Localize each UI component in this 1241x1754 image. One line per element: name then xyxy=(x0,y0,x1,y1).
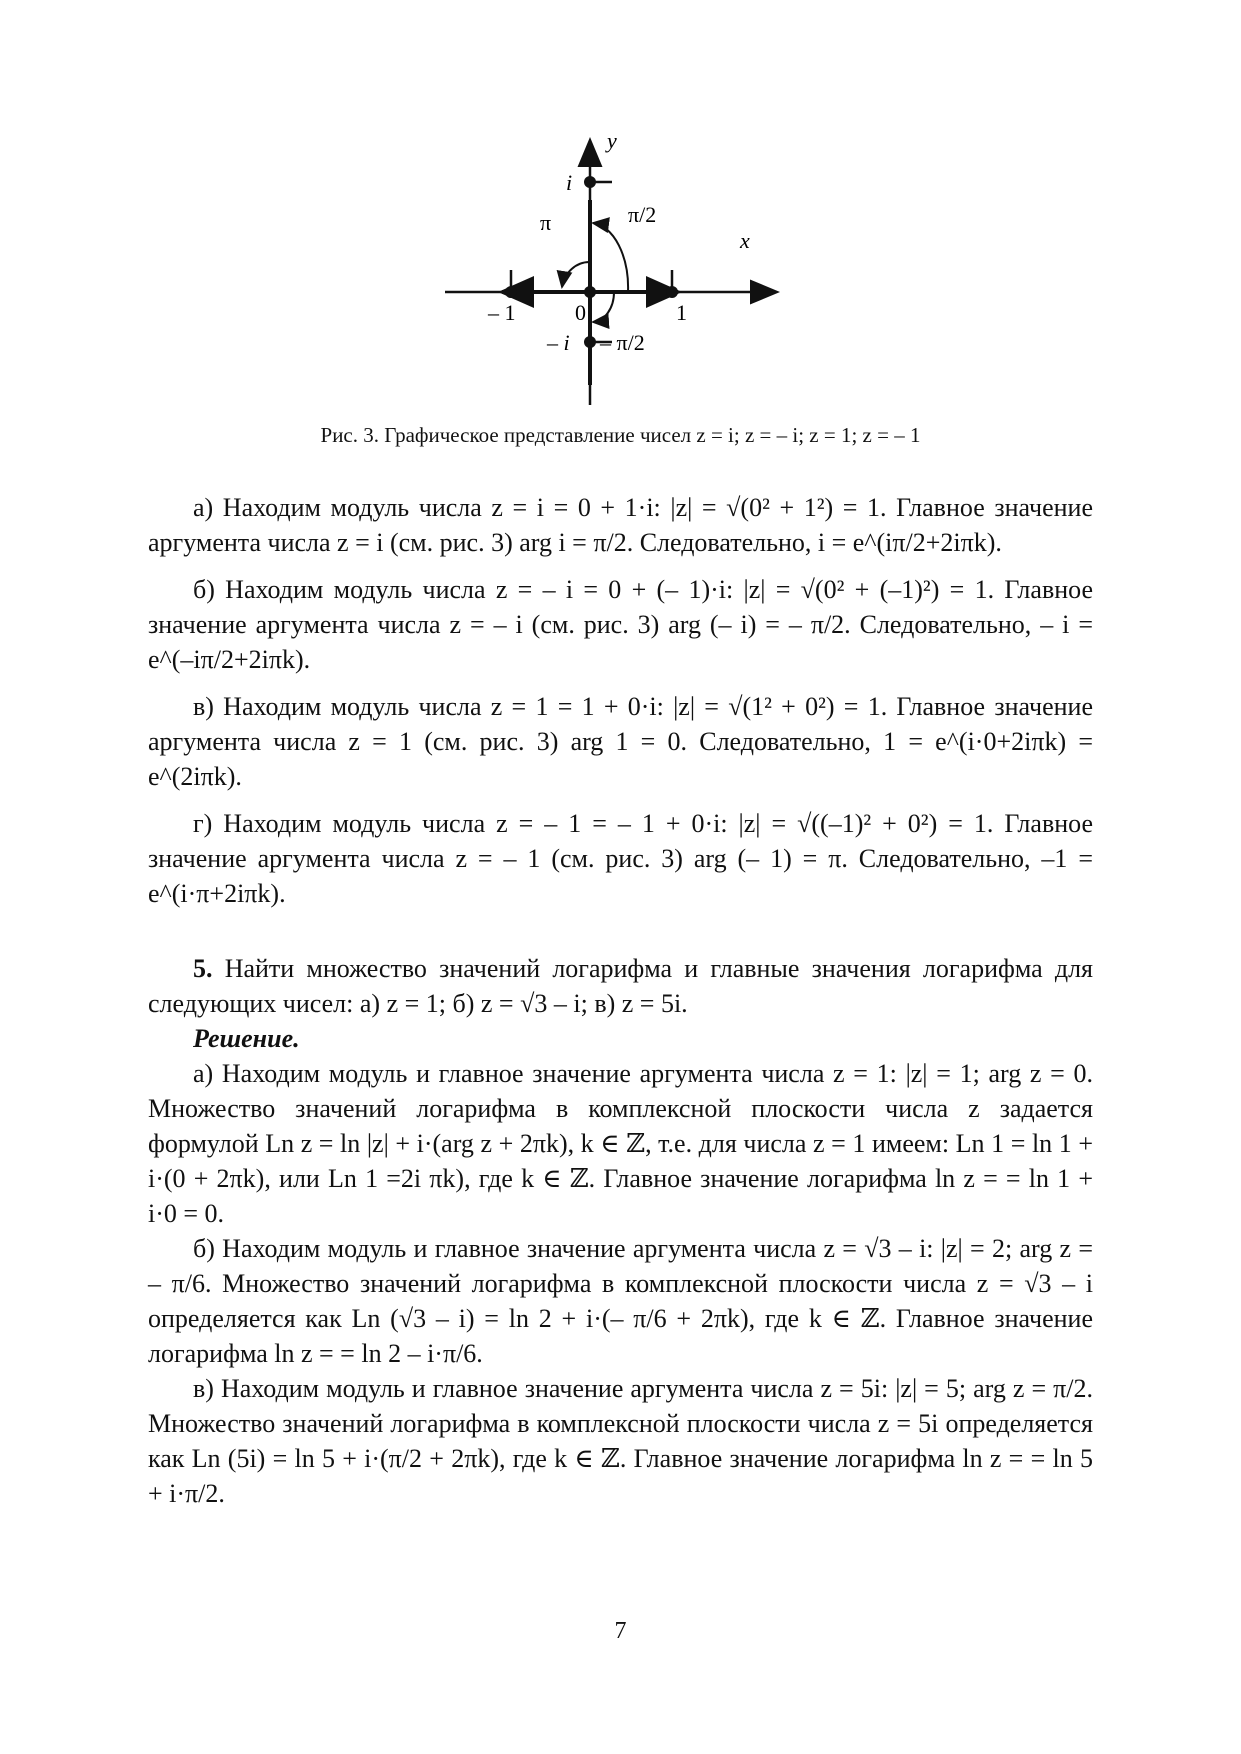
label-one: 1 xyxy=(676,300,687,325)
figure-caption: Рис. 3. Графическое представление чисел z = i; z = – i; z = 1; z = – 1 xyxy=(320,423,921,447)
task-5-solution-v: в) Находим модуль и главное значение аргумента числа z = 5i: |z| = 5; arg z = π/2. Множество значений логарифма в комплексной плоскости числа z = 5i определяется как Ln (5i) = ln 5 + i·(π/2 + 2πk), где k ∈ ℤ. Главное значение логарифма ln z = = ln 5 + i·π/2. xyxy=(148,1374,1093,1508)
complex-plane-svg xyxy=(440,130,810,420)
arc-pi xyxy=(562,262,590,287)
label-minus-one: – 1 xyxy=(488,300,516,325)
arc-pi-half xyxy=(593,223,628,292)
task-5-statement xyxy=(148,951,1093,1021)
task-5-solution-a: а) Находим модуль и главное значение аргумента числа z = 1: |z| = 1; arg z = 0. Множество значений логарифма в комплексной плоскости числа z задается формулой Ln z = ln |z| + i·(arg z + 2πk), k ∈ ℤ, т.е. для числа z = 1 имеем: Ln 1 = ln 1 + i·(0 + 2πk), или Ln 1 =2i πk), где k ∈ ℤ. Главное значение логарифма ln z = = ln 1 + i·0 = 0. xyxy=(148,1059,1093,1228)
point-one xyxy=(666,286,678,298)
label-minus-i: – i xyxy=(547,330,570,355)
label-pi: π xyxy=(540,210,552,235)
axis-label-y: y xyxy=(607,130,617,153)
arc-minus-pi-half xyxy=(593,292,614,322)
label-i: i xyxy=(566,170,573,195)
point-minus-i xyxy=(584,336,596,348)
axis-label-x: x xyxy=(740,228,750,253)
paragraph-a: а) Находим модуль числа z = i = 0 + 1·i: |z| = √(0² + 1²) = 1. Главное значение аргумента числа z = i (см. рис. 3) arg i = π/2. Следовательно, i = e^(iπ/2+2iπk). xyxy=(148,493,1093,557)
complex-plane-figure xyxy=(440,130,810,420)
task-5-solution-b: б) Находим модуль и главное значение аргумента числа z = √3 – i: |z| = 2; arg z = – π/6. Множество значений логарифма в комплексной плоскости числа z = √3 – i определяется как Ln (√3 – i) = ln 2 + i·(– π/6 + 2πk), где k ∈ ℤ. Главное значение логарифма ln z = = ln 2 – i·π/6. xyxy=(148,1234,1093,1368)
point-minus-one xyxy=(505,286,517,298)
main-text xyxy=(148,490,1093,1511)
paragraph-b: б) Находим модуль числа z = – i = 0 + (– 1)·i: |z| = √(0² + (–1)²) = 1. Главное значение аргумента числа z = – i (см. рис. 3) arg (– i) = – π/2. Следовательно, – i = e^(–iπ/2+2iπk). xyxy=(148,575,1093,674)
label-zero: 0 xyxy=(575,300,586,325)
point-origin xyxy=(584,286,596,298)
paragraph-v: в) Находим модуль числа z = 1 = 1 + 0·i: |z| = √(1² + 0²) = 1. Главное значение аргумента числа z = 1 (см. рис. 3) arg 1 = 0. Следовательно, 1 = e^(i·0+2iπk) = e^(2iπk). xyxy=(148,692,1093,791)
paragraph-g: г) Находим модуль числа z = – 1 = – 1 + 0·i: |z| = √((–1)² + 0²) = 1. Главное значение аргумента числа z = – 1 (см. рис. 3) arg (– 1) = π. Следовательно, –1 = e^(i·π+2iπk). xyxy=(148,809,1093,908)
task-5-number: 5. xyxy=(193,954,213,983)
page-number: 7 xyxy=(614,1618,627,1644)
task-5-text: Найти множество значений логарифма и главные значения логарифма для следующих чисел: а) z = 1; б) z = √3 – i; в) z = 5i. xyxy=(148,954,1093,1018)
label-minus-pi-half: – π/2 xyxy=(600,330,645,355)
point-i xyxy=(584,176,596,188)
label-pi-half: π/2 xyxy=(628,202,657,227)
solution-heading: Решение. xyxy=(193,1024,300,1053)
